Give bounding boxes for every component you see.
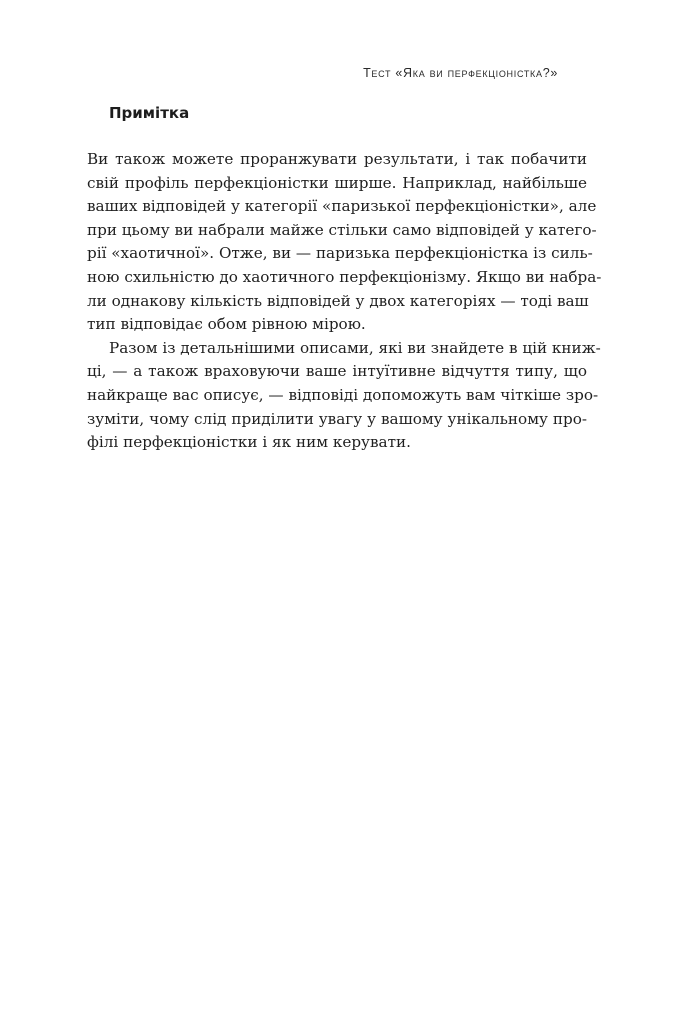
text-line: Разом із детальнішими описами, які ви знайдете в цій книж- (109, 338, 601, 357)
text-line: при цьому ви набрали майже стільки само відповідей у катего- (87, 220, 597, 239)
note-body (87, 148, 602, 455)
text-line: ли однакову кількість відповідей у двох категоріях — тоді ваш (87, 291, 589, 310)
paragraph-1 (87, 148, 602, 337)
running-header (363, 66, 558, 80)
paragraph-2 (87, 337, 601, 455)
text-line: філі перфекціоністки і як ним керувати. (87, 433, 411, 452)
text-line: зуміти, чому слід приділити увагу у вашому унікальному про- (87, 409, 587, 428)
text-line: рії «хаотичної». Отже, ви — паризька перфекціоністка із силь- (87, 244, 593, 263)
text-line: ці, — а також враховуючи ваше інтуїтивне відчуття типу, що (87, 362, 587, 381)
text-line: ваших відповідей у категорії «паризької перфекціоністки», але (87, 197, 597, 216)
text-line: свій профіль перфекціоністки ширше. Наприклад, найбільше (87, 173, 587, 192)
note-heading: Примітка (109, 104, 190, 122)
text-line: ною схильністю до хаотичного перфекціонізму. Якщо ви набра- (87, 267, 602, 286)
text-line: Ви також можете проранжувати результати, і так побачити (87, 150, 587, 168)
text-line: найкраще вас описує, — відповіді допоможуть вам чіткіше зро- (87, 385, 599, 404)
running-header-text: Тест «Яка ви перфекціоністка?» (363, 66, 558, 80)
text-line: тип відповідає обом рівною мірою. (87, 315, 366, 334)
